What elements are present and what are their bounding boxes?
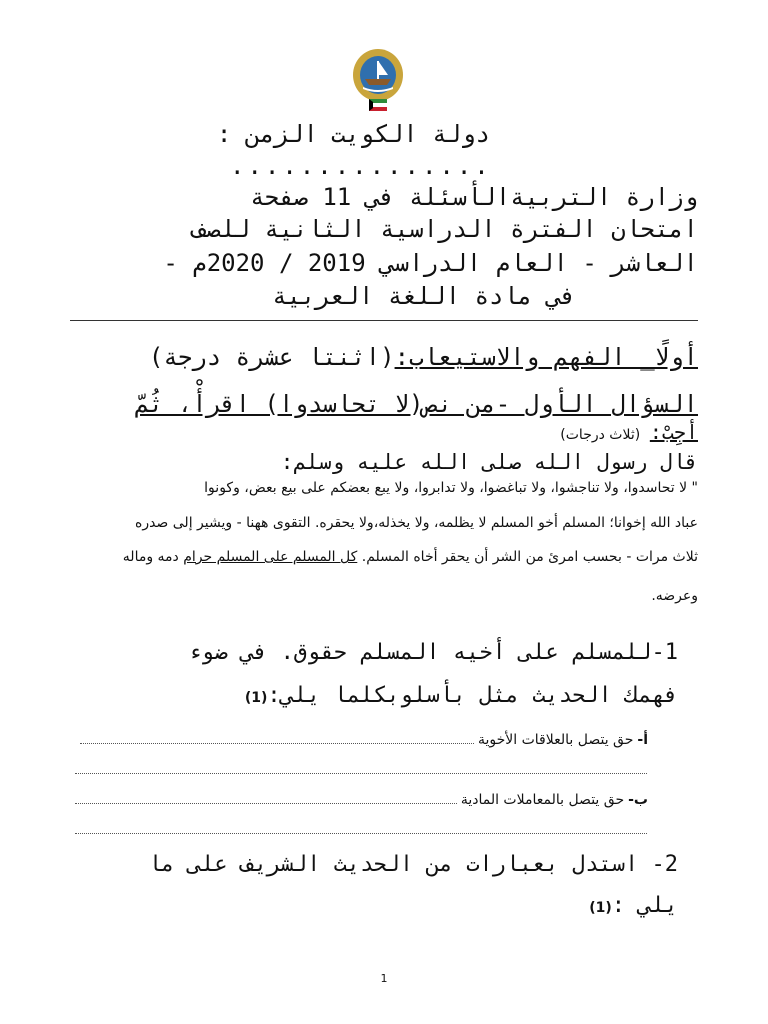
section-score: (اثنتا عشرة درجة) — [148, 343, 395, 371]
item-a-text: حق يتصل بالعلاقات الأخوية — [478, 732, 634, 748]
hadith-line-2: عباد الله إخوانا؛ المسلم أخو المسلم لا يظلمه، ولا يخذله،ولا يحقره. التقوى ههنا - ويشير إلى صدره — [134, 515, 698, 531]
answer-line-a1[interactable] — [80, 743, 474, 744]
hadith-line-3-underlined: كل المسلم على المسلم حرام — [183, 549, 358, 565]
answer-line-a2[interactable] — [75, 773, 647, 774]
q1-line-2: فهمك الحديث مثل بأسلوبكلما يلي: — [267, 683, 678, 708]
question1-score: (ثلاث درجات) — [560, 427, 641, 443]
item-a-label: أ- — [637, 732, 648, 748]
section-heading: أولًا_ الفهم والاستيعاب: — [394, 343, 698, 371]
exam-title-line: امتحان الفترة الدراسية الثانية للصف — [192, 215, 698, 243]
hadith-intro: قال رسول الله صلى الله عليه وسلم: — [280, 450, 698, 474]
answer-line-b2[interactable] — [75, 833, 647, 834]
q1-line-1: 1-للمسلم على أخيه المسلم حقوق. في ضوء — [187, 640, 678, 665]
hadith-line-1: " لا تحاسدوا، ولا تناجشوا، ولا تباغضوا، ولا تدابروا، ولا يبع بعضكم على بيع بعض، وكونوا — [204, 480, 698, 496]
q2-score: (1) — [589, 900, 612, 916]
item-b-text: حق يتصل بالمعاملات المادية — [460, 792, 625, 808]
kuwait-emblem — [351, 45, 405, 117]
subject-line: في مادة اللغة العربية — [272, 282, 576, 310]
hadith-line-3b: دمه وماله — [122, 549, 179, 565]
hadith-line-3a: ثلاث مرات - بحسب امرئ من الشر أن يحقر أخاه المسلم. — [361, 549, 698, 565]
item-b-label: ب- — [628, 792, 648, 808]
hadith-line-4: وعرضه. — [651, 588, 698, 604]
grade-year-line: العاشر - العام الدراسي 2019 / 2020م - — [163, 249, 698, 277]
time-label: الزمن : — [216, 120, 318, 148]
time-dots: ............... — [230, 152, 492, 180]
answer-line-b1[interactable] — [75, 803, 457, 804]
q2-line-2: يلي : — [611, 893, 678, 918]
page-number: 1 — [380, 972, 388, 985]
q1-score: (1) — [244, 690, 268, 706]
question1-title: السؤال الأول -من نص(لا تحاسدوا) اقرأْ، ثُمّ — [134, 390, 698, 418]
header-divider — [70, 320, 698, 321]
answer-instruction: أجِبْ: — [649, 420, 698, 444]
q2-line-1: 2- استدل بعبارات من الحديث الشريف على ما — [148, 852, 678, 877]
country-name: دولة الكويت — [331, 120, 490, 148]
ministry-line: وزارة التربيةالأسئلة في 11 صفحة — [250, 183, 698, 211]
